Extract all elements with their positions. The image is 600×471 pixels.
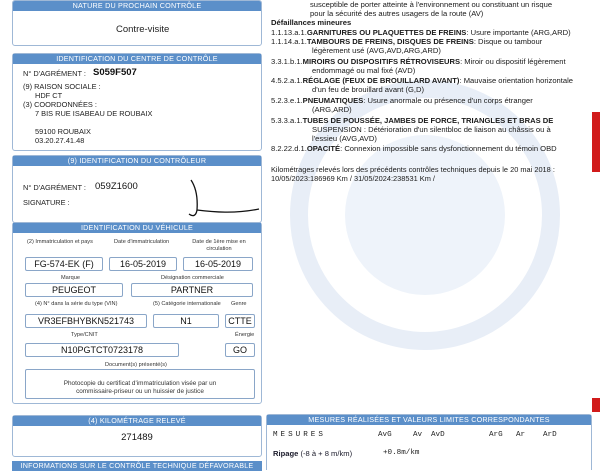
next-inspection-value: Contre-visite: [116, 24, 170, 35]
vin-caption: (4) N° dans la série du type (VIN): [35, 301, 118, 307]
type-caption: Type/CNIT: [71, 332, 98, 338]
col-av: Av: [413, 431, 423, 439]
center-name-label: (9) RAISON SOCIALE :: [23, 82, 101, 91]
defect-code: 1.1.14.a.1.: [271, 37, 307, 46]
circ-date-caption: Date de 1ère mise en circulation: [192, 239, 246, 252]
controller-approval-label: N° D'AGRÉMENT :: [23, 183, 86, 192]
circ-date-field: 16-05-2019: [183, 257, 253, 271]
defect-item: [271, 37, 542, 46]
defect-code: 4.5.2.a.1.: [271, 76, 303, 85]
defect-title: TUBES DE POUSSÉE, JAMBES DE FORCE, TRIANGLES ET BRAS DE: [302, 116, 554, 125]
mileage-header: (4) KILOMÉTRAGE RELEVÉ: [13, 416, 261, 426]
col-ar: Ar: [516, 431, 526, 439]
mileage-history-line2: 10/05/2023:186969 Km / 31/05/2024:238531 Km /: [271, 174, 435, 183]
defect-code: 5.3.3.a.1.: [271, 116, 303, 125]
genre-field: CTTE: [225, 314, 255, 328]
defect-desc: : Miroir ou dispositif légèrement: [460, 57, 566, 66]
defect-desc: : Connexion impossible sans dysfonctionnement du témoin OBD: [340, 144, 557, 153]
ripage-label: Ripage (-8 à + 8 m/km): [273, 449, 353, 458]
docs-line2: commissaire-priseur ou un huissier de justice: [76, 388, 204, 395]
reg-date-caption: Date d'immatriculation: [114, 239, 170, 245]
next-inspection-header: NATURE DU PROCHAIN CONTRÔLE: [13, 1, 261, 11]
minor-defects-title: Défaillances mineures: [271, 18, 352, 27]
center-address-line1: 7 BIS RUE ISABEAU DE ROUBAIX: [35, 109, 153, 118]
center-address-line2: 59100 ROUBAIX: [35, 127, 91, 136]
defect-title: GARNITURES OU PLAQUETTES DE FREINS: [306, 28, 467, 37]
col-avg: AvG: [378, 431, 392, 439]
type-field: N10PGTCT0723178: [25, 343, 179, 357]
center-approval-label: N° D'AGRÉMENT :: [23, 69, 86, 78]
vehicle-header: IDENTIFICATION DU VÉHICULE: [13, 223, 261, 233]
controller-approval-value: 059Z1600: [95, 181, 138, 192]
defect-title: PNEUMATIQUES: [302, 96, 364, 105]
model-field: PARTNER: [131, 283, 253, 297]
env-risk-line1: susceptible de porter atteinte à l'environnement ou constituant un risque: [310, 0, 553, 9]
defect-item: [271, 96, 533, 105]
vin-field: VR3EFBHYBKN521743: [25, 314, 147, 328]
unfavourable-info-header: INFORMATIONS SUR LE CONTRÔLE TECHNIQUE DÉFAVORABLE: [12, 461, 262, 471]
measures-header: MESURES RÉALISÉES ET VALEURS LIMITES CORRESPONDANTES: [267, 415, 591, 425]
controller-panel: [12, 155, 262, 223]
center-coords-label: (3) COORDONNÉES :: [23, 100, 97, 109]
defect-code: 1.1.13.a.1.: [271, 28, 307, 37]
ripage-value: +0.8m/km: [383, 449, 420, 457]
red-edge-top: [592, 112, 600, 172]
defect-desc: : Disque ou tambour: [473, 37, 543, 46]
center-panel: [12, 53, 262, 151]
defect-desc: : Usure importante (ARG,ARD): [466, 28, 571, 37]
defect-desc-cont: (ARG,ARD): [312, 105, 352, 114]
signature-label: SIGNATURE :: [23, 198, 70, 207]
docs-caption: Document(s) présenté(s): [105, 362, 167, 368]
vehicle-panel: [12, 222, 262, 404]
energy-field: GO: [225, 343, 255, 357]
mileage-history-line1: Kilométrages relevés lors des précédents contrôles techniques depuis le 20 mai 2018 :: [271, 165, 555, 174]
defect-desc: : Mauvaise orientation horizontale: [459, 76, 574, 85]
signature-image: [143, 176, 263, 220]
controller-header: (9) IDENTIFICATION DU CONTRÔLEUR: [13, 156, 261, 166]
defect-item: [271, 28, 571, 37]
col-ard: ArD: [543, 431, 557, 439]
defect-code: 3.3.1.b.1.: [271, 57, 303, 66]
col-arg: ArG: [489, 431, 503, 439]
category-field: N1: [153, 314, 219, 328]
measures-col-title: MESURES: [273, 431, 326, 439]
defect-desc-cont: légèrement usé (AVG,AVD,ARG,ARD): [312, 46, 441, 55]
make-caption: Marque: [61, 275, 80, 281]
red-edge-bottom: [592, 398, 600, 412]
defect-code: 5.2.3.e.1.: [271, 96, 303, 105]
plate-field: FG-574-EK (F): [25, 257, 103, 271]
reg-date-field: 16-05-2019: [109, 257, 177, 271]
defect-item: [271, 116, 553, 125]
make-field: PEUGEOT: [25, 283, 123, 297]
category-caption: (5) Catégorie internationale: [153, 301, 221, 307]
model-caption: Désignation commerciale: [161, 275, 224, 281]
defect-desc-cont: SUSPENSION : Détérioration d'un silentbloc de liaison au châssis ou à: [312, 125, 551, 134]
defect-title: RÉGLAGE (FEUX DE BROUILLARD AVANT): [302, 76, 460, 85]
defect-title: MIROIRS OU DISPOSITIFS RÉTROVISEURS: [302, 57, 461, 66]
defect-item: [271, 57, 566, 66]
defect-item: [271, 144, 557, 153]
center-header: IDENTIFICATION DU CENTRE DE CONTRÔLE: [13, 54, 261, 64]
plate-caption: (2) Immatriculation et pays: [27, 239, 93, 245]
genre-caption: Genre: [231, 301, 247, 307]
defect-desc-cont: l'essieu (AVG,AVD): [312, 134, 377, 143]
center-name-value: HDF CT: [35, 91, 63, 100]
center-phone: 03.20.27.41.48: [35, 136, 85, 145]
defect-desc-cont: d'un feu de brouillard avant (G,D): [312, 85, 425, 94]
center-approval-value: S059F507: [93, 67, 137, 78]
defect-title: TAMBOURS DE FREINS, DISQUES DE FREINS: [306, 37, 474, 46]
col-avd: AvD: [431, 431, 445, 439]
next-inspection-panel: [12, 0, 262, 46]
defect-title: OPACITÉ: [306, 144, 341, 153]
defect-code: 8.2.22.d.1.: [271, 144, 307, 153]
energy-caption: Énergie: [235, 332, 255, 338]
docs-line1: Photocopie du certificat d'immatriculation visée par un: [63, 380, 217, 387]
watermark-center: [345, 135, 505, 295]
measures-panel: [266, 414, 592, 470]
mileage-panel: [12, 415, 262, 457]
defect-item: [271, 76, 573, 85]
defect-desc: : Usure anormale ou présence d'un corps étranger: [363, 96, 533, 105]
mileage-value: 271489: [121, 432, 153, 443]
defect-desc-cont: endommagé ou mal fixé (AVD): [312, 66, 416, 75]
env-risk-line2: pour la sécurité des autres usagers de la route (AV): [310, 9, 484, 18]
